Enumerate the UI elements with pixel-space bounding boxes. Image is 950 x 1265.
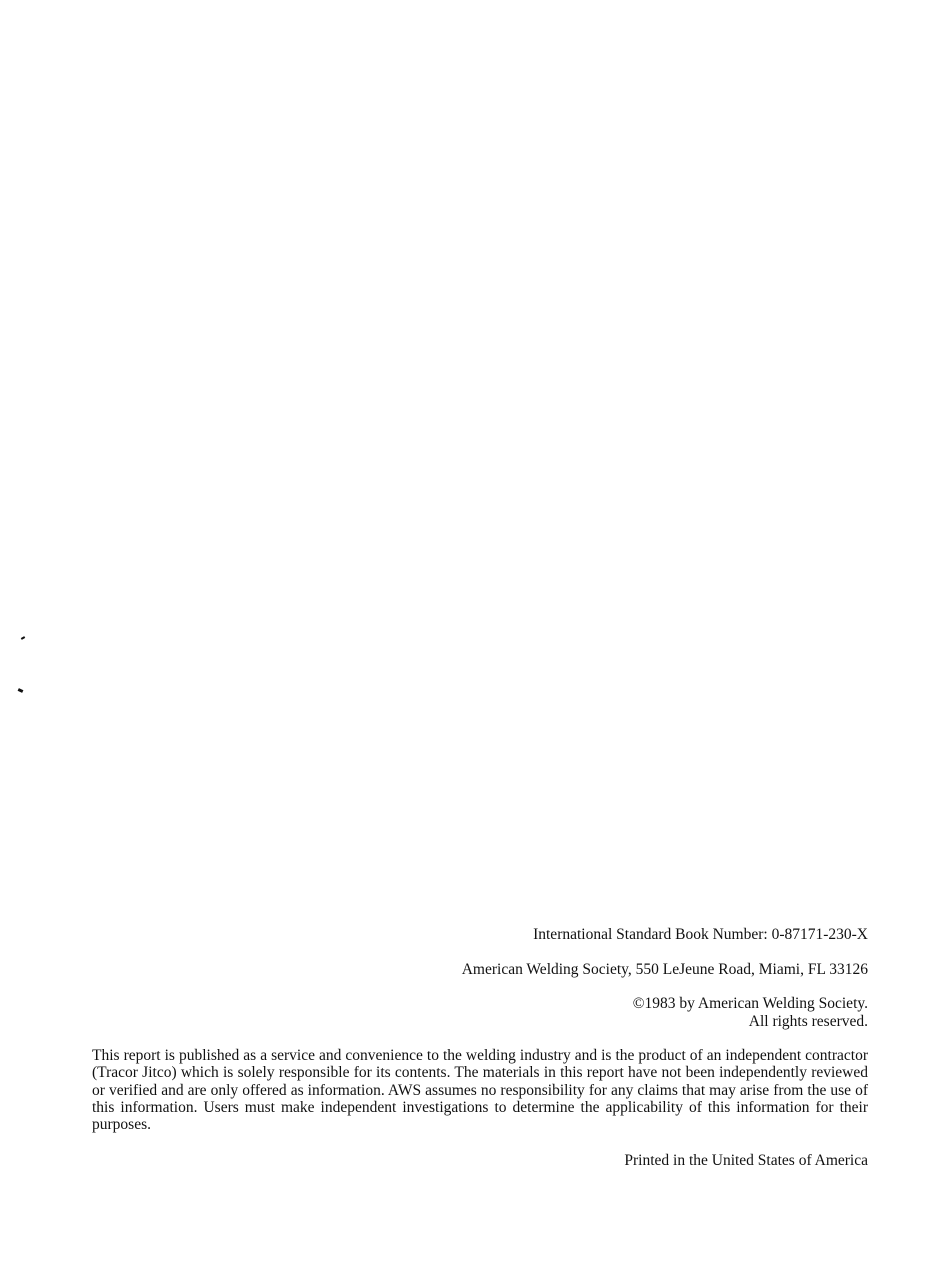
scan-mark	[21, 636, 25, 640]
rights-notice: All rights reserved.	[748, 1013, 868, 1030]
printed-in-line: Printed in the United States of America	[624, 1152, 868, 1169]
scan-mark	[18, 688, 24, 693]
copyright-notice: ©1983 by American Welding Society.	[632, 995, 868, 1012]
isbn-line: International Standard Book Number: 0-87171-230-X	[533, 926, 868, 943]
disclaimer-paragraph: This report is published as a service and convenience to the welding industry and is the product of an independent contractor (Tracor Jitco) which is solely responsible for its contents. The materials in this report have not been independently reviewed or verified and are only offered as information. AWS assumes no responsibility for any claims that may arise from the use of this information. Users must make independent investigations to determine the applicability of this information for their purposes.	[92, 1047, 868, 1134]
publisher-address: American Welding Society, 550 LeJeune Road, Miami, FL 33126	[461, 961, 868, 978]
